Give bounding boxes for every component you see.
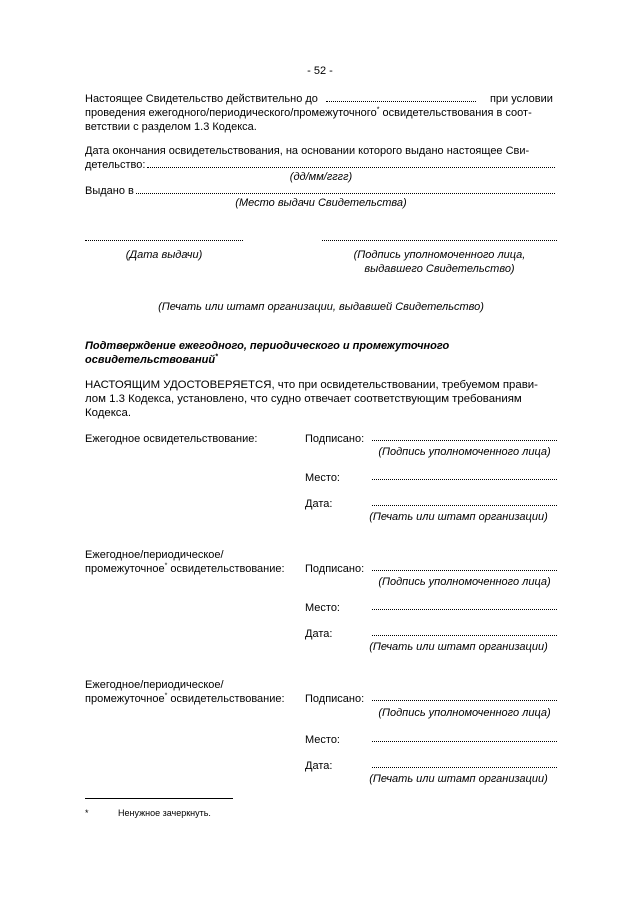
- place-label: Место:: [305, 734, 340, 746]
- footnote-marker: *: [164, 692, 168, 700]
- signed-label: Подписано:: [305, 693, 365, 705]
- completion-line-1: Дата окончания освидетельствования, на основании которого выдано настоящее Сви-: [85, 145, 530, 157]
- completion-paragraph: [85, 144, 557, 172]
- date-field[interactable]: [372, 767, 557, 768]
- endorsement-body-line-3: Кодекса.: [85, 407, 132, 419]
- issue-date-caption: (Дата выдачи): [125, 249, 203, 261]
- issued-place-field[interactable]: [136, 185, 555, 194]
- section-title-line-2: промежуточное: [85, 693, 165, 705]
- endorsement-body-line-1: что при освидетельствовании, требуемом прави-: [277, 379, 538, 391]
- issued-place-caption: (Место выдачи Свидетельства): [235, 197, 407, 209]
- validity-paragraph: [85, 92, 557, 134]
- place-field[interactable]: [372, 609, 557, 610]
- endorsement-heading-line-2: освидетельствований: [85, 354, 216, 366]
- endorsement-heading: [85, 339, 557, 367]
- signed-field[interactable]: [372, 570, 557, 571]
- date-label: Дата:: [305, 498, 333, 510]
- signed-caption: (Подпись уполномоченного лица): [378, 446, 551, 458]
- footnote-text: Ненужное зачеркнуть.: [118, 808, 211, 818]
- section-title: Ежегодное освидетельствование:: [85, 433, 258, 445]
- section-title-line-1: Ежегодное/периодическое/: [85, 679, 224, 691]
- signed-field[interactable]: [372, 440, 557, 441]
- completion-label: детельство:: [85, 159, 146, 171]
- issue-date-field[interactable]: [85, 240, 243, 241]
- page-number: - 52 -: [307, 65, 333, 77]
- signed-label: Подписано:: [305, 433, 365, 445]
- footnote-marker: *: [215, 353, 218, 361]
- endorsement-heading-line-1: Подтверждение ежегодного, периодического и промежуточного: [85, 340, 450, 352]
- signed-field[interactable]: [372, 700, 557, 701]
- signatory-field[interactable]: [322, 240, 557, 241]
- validity-suffix: при условии: [489, 93, 553, 105]
- validity-date-field[interactable]: [326, 93, 476, 102]
- date-field[interactable]: [372, 505, 557, 506]
- validity-line-3: ветствии с разделом 1.3 Кодекса.: [85, 121, 257, 133]
- validity-line-2: проведения ежегодного/периодического/промежуточного: [85, 107, 377, 119]
- validity-prefix: Настоящее Свидетельство действительно до: [85, 93, 318, 105]
- footnote-mark: *: [85, 808, 89, 818]
- seal-caption: (Печать или штамп организации, выдавшей Свидетельство): [158, 301, 484, 313]
- date-format-caption: (дд/мм/гггг): [289, 171, 353, 183]
- seal-caption: (Печать или штамп организации): [369, 511, 548, 523]
- seal-caption: (Печать или штамп организации): [369, 773, 548, 785]
- date-label: Дата:: [305, 760, 333, 772]
- completion-date-field[interactable]: [147, 159, 555, 168]
- place-label: Место:: [305, 602, 340, 614]
- endorsement-lead: НАСТОЯЩИМ УДОСТОВЕРЯЕТСЯ,: [85, 379, 275, 391]
- endorsement-body-line-2: лом 1.3 Кодекса, установлено, что судно отвечает соответствующим требованиям: [85, 393, 522, 405]
- section-title-line-1: Ежегодное/периодическое/: [85, 549, 224, 561]
- endorsement-body: [85, 378, 557, 420]
- signatory-caption-1: (Подпись уполномоченного лица,: [353, 249, 526, 261]
- section-title-line-2: промежуточное: [85, 563, 165, 575]
- validity-line-2-end: освидетельствования в соот-: [382, 107, 532, 119]
- place-field[interactable]: [372, 741, 557, 742]
- signatory-caption-2: выдавшего Свидетельство): [364, 263, 515, 275]
- issued-label: Выдано в: [85, 185, 134, 197]
- section-title-line-2-end: освидетельствование:: [170, 563, 285, 575]
- footnote-rule: [85, 798, 233, 799]
- footnote-marker: *: [376, 106, 380, 114]
- date-field[interactable]: [372, 635, 557, 636]
- place-label: Место:: [305, 472, 340, 484]
- place-field[interactable]: [372, 479, 557, 480]
- signed-caption: (Подпись уполномоченного лица): [378, 576, 551, 588]
- footnote-marker: *: [164, 562, 168, 570]
- seal-caption: (Печать или штамп организации): [369, 641, 548, 653]
- signed-label: Подписано:: [305, 563, 365, 575]
- signed-caption: (Подпись уполномоченного лица): [378, 707, 551, 719]
- date-label: Дата:: [305, 628, 333, 640]
- section-title-line-2-end: освидетельствование:: [170, 693, 285, 705]
